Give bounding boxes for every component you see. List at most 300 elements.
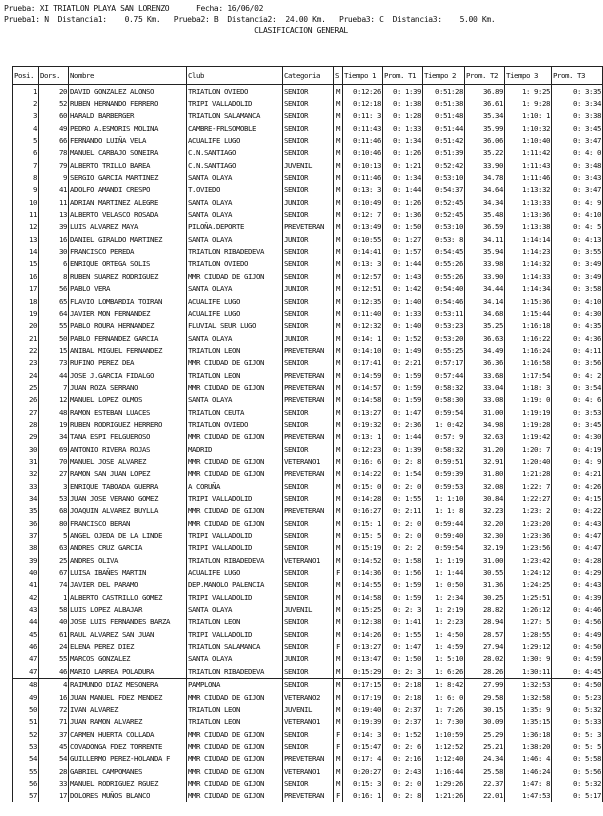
cell-prom-t1: 0: 1:56 bbox=[383, 566, 423, 578]
table-row bbox=[13, 517, 603, 529]
cell-prom-t1: 0: 1:33 bbox=[383, 307, 423, 319]
cell-categoria: PREVETERAN bbox=[283, 790, 334, 802]
cell-tiempo3: 1:11:42 bbox=[505, 147, 552, 159]
cell-club: TRIATLON CEUTA bbox=[187, 406, 283, 418]
cell-club: TRIPI VALLADOLID bbox=[187, 591, 283, 603]
cell-club: SANTA OLAYA bbox=[187, 171, 283, 183]
cell-tiempo1: 0:14:55 bbox=[343, 579, 383, 591]
cell-prom-t3: 0: 4:30 bbox=[552, 307, 603, 319]
cell-nombre: RUBEN HERNANDO FERRERO bbox=[69, 97, 187, 109]
cell-sexo: M bbox=[334, 418, 343, 430]
cell-prom-t3: 0: 3:43 bbox=[552, 171, 603, 183]
cell-posi: 24 bbox=[13, 369, 39, 381]
cell-sexo: M bbox=[334, 529, 343, 541]
cell-posi: 10 bbox=[13, 196, 39, 208]
cell-sexo: F bbox=[334, 790, 343, 802]
table-row bbox=[13, 628, 603, 640]
cell-posi: 6 bbox=[13, 147, 39, 159]
cell-prom-t3: 0: 3:35 bbox=[552, 85, 603, 98]
cell-dors: 78 bbox=[39, 147, 69, 159]
cell-prom-t1: 0: 1:44 bbox=[383, 431, 423, 443]
col-nombre: Nombre bbox=[69, 67, 187, 85]
cell-prom-t3: 0: 4: 6 bbox=[552, 394, 603, 406]
cell-prom-t1: 0: 2:11 bbox=[383, 505, 423, 517]
cell-dors: 40 bbox=[39, 616, 69, 628]
cell-prom-t2: 34.64 bbox=[465, 184, 505, 196]
cell-tiempo3: 1:16:18 bbox=[505, 320, 552, 332]
cell-posi: 38 bbox=[13, 542, 39, 554]
cell-tiempo1: 0:12:51 bbox=[343, 283, 383, 295]
cell-club: MMR CIUDAD DE GIJON bbox=[187, 381, 283, 393]
cell-tiempo2: 0:51:48 bbox=[423, 110, 465, 122]
cell-dors: 24 bbox=[39, 640, 69, 652]
cell-tiempo3: 1:14:23 bbox=[505, 245, 552, 257]
cell-categoria: SENIOR bbox=[283, 678, 334, 691]
cell-sexo: M bbox=[334, 369, 343, 381]
cell-nombre: ANGEL OJEDA DE LA LINDE bbox=[69, 529, 187, 541]
cell-categoria: SENIOR bbox=[283, 110, 334, 122]
table-row bbox=[13, 777, 603, 789]
cell-categoria: SENIOR bbox=[283, 628, 334, 640]
cell-nombre: RAMON SAN JUAN LOPEZ bbox=[69, 468, 187, 480]
cell-tiempo3: 1:19:19 bbox=[505, 406, 552, 418]
cell-tiempo3: 1:20:40 bbox=[505, 455, 552, 467]
cell-tiempo1: 0:14:22 bbox=[343, 468, 383, 480]
cell-dors: 16 bbox=[39, 691, 69, 703]
cell-prom-t3: 0: 4:39 bbox=[552, 591, 603, 603]
cell-prom-t3: 0: 5: 5 bbox=[552, 740, 603, 752]
cell-club: SANTA OLAYA bbox=[187, 394, 283, 406]
cell-tiempo2: 1:21:26 bbox=[423, 790, 465, 802]
cell-prom-t3: 0: 3:55 bbox=[552, 245, 603, 257]
cell-prom-t2: 25.29 bbox=[465, 728, 505, 740]
cell-nombre: ANTONIO RIVERA ROJAS bbox=[69, 443, 187, 455]
cell-posi: 18 bbox=[13, 295, 39, 307]
table-row bbox=[13, 97, 603, 109]
cell-prom-t1: 0: 2: 8 bbox=[383, 790, 423, 802]
cell-posi: 31 bbox=[13, 455, 39, 467]
cell-tiempo1: 0:14:10 bbox=[343, 344, 383, 356]
cell-sexo: M bbox=[334, 505, 343, 517]
table-row bbox=[13, 665, 603, 678]
cell-tiempo1: 0:10:46 bbox=[343, 147, 383, 159]
cell-nombre: ANDRES OLIVA bbox=[69, 554, 187, 566]
cell-tiempo1: 0:14:26 bbox=[343, 628, 383, 640]
cell-nombre: ALBERTO VELASCO ROSADA bbox=[69, 208, 187, 220]
cell-tiempo1: 0:14:36 bbox=[343, 566, 383, 578]
cell-nombre: IVAN ALVAREZ bbox=[69, 703, 187, 715]
table-row bbox=[13, 344, 603, 356]
cell-posi: 8 bbox=[13, 171, 39, 183]
cell-dors: 3 bbox=[39, 480, 69, 492]
cell-nombre: MANUEL JOSE ALVAREZ bbox=[69, 455, 187, 467]
cell-tiempo2: 0:59:51 bbox=[423, 455, 465, 467]
cell-nombre: LUIS ALVAREZ MAYA bbox=[69, 221, 187, 233]
cell-nombre: ADRIAN MARTINEZ ALEGRE bbox=[69, 196, 187, 208]
cell-nombre: MANUEL LOPEZ OLMOS bbox=[69, 394, 187, 406]
cell-nombre: RUBEN SUAREZ RODRIGUEZ bbox=[69, 270, 187, 282]
cell-posi: 57 bbox=[13, 790, 39, 802]
cell-tiempo1: 0:14:28 bbox=[343, 492, 383, 504]
table-row bbox=[13, 443, 603, 455]
cell-categoria: JUVENIL bbox=[283, 603, 334, 615]
cell-tiempo3: 1:16:58 bbox=[505, 357, 552, 369]
cell-categoria: SENIOR bbox=[283, 258, 334, 270]
cell-nombre: RAUL ALVAREZ SAN JUAN bbox=[69, 628, 187, 640]
cell-prom-t3: 0: 4:47 bbox=[552, 529, 603, 541]
cell-prom-t3: 0: 3:56 bbox=[552, 357, 603, 369]
cell-prom-t3: 0: 4:35 bbox=[552, 320, 603, 332]
cell-prom-t2: 30.55 bbox=[465, 566, 505, 578]
table-row bbox=[13, 258, 603, 270]
cell-prom-t2: 35.25 bbox=[465, 320, 505, 332]
cell-sexo: F bbox=[334, 566, 343, 578]
cell-nombre: FLAVIO LOMBARDIA TOIRAN bbox=[69, 295, 187, 307]
cell-posi: 13 bbox=[13, 233, 39, 245]
cell-club: TRIPI VALLADOLID bbox=[187, 492, 283, 504]
cell-nombre: RUFINO PEREZ DEA bbox=[69, 357, 187, 369]
cell-prom-t2: 31.00 bbox=[465, 554, 505, 566]
table-row bbox=[13, 790, 603, 802]
cell-posi: 50 bbox=[13, 703, 39, 715]
cell-prom-t1: 0: 1:26 bbox=[383, 196, 423, 208]
cell-tiempo2: 1: 0:42 bbox=[423, 418, 465, 430]
cell-sexo: M bbox=[334, 455, 343, 467]
cell-tiempo2: 0:53:23 bbox=[423, 320, 465, 332]
cell-club: MMR CIUDAD DE GIJON bbox=[187, 505, 283, 517]
cell-prom-t1: 0: 2: 8 bbox=[383, 455, 423, 467]
cell-tiempo2: 1: 1:44 bbox=[423, 566, 465, 578]
cell-tiempo2: 0:51:42 bbox=[423, 134, 465, 146]
cell-prom-t2: 35.48 bbox=[465, 208, 505, 220]
cell-prom-t3: 0: 4:21 bbox=[552, 468, 603, 480]
cell-dors: 45 bbox=[39, 740, 69, 752]
cell-dors: 54 bbox=[39, 753, 69, 765]
cell-tiempo3: 1:47:53 bbox=[505, 790, 552, 802]
table-row bbox=[13, 542, 603, 554]
cell-posi: 14 bbox=[13, 245, 39, 257]
cell-tiempo3: 1:14:14 bbox=[505, 233, 552, 245]
cell-posi: 46 bbox=[13, 640, 39, 652]
table-row bbox=[13, 554, 603, 566]
cell-club: SANTA OLAYA bbox=[187, 233, 283, 245]
cell-prom-t3: 0: 3:47 bbox=[552, 134, 603, 146]
cell-prom-t1: 0: 1:34 bbox=[383, 171, 423, 183]
table-row bbox=[13, 307, 603, 319]
cell-club: SANTA OLAYA bbox=[187, 196, 283, 208]
col-tiempo2: Tiempo 2 bbox=[423, 67, 465, 85]
col-tiempo3: Tiempo 3 bbox=[505, 67, 552, 85]
cell-prom-t3: 0: 4:50 bbox=[552, 640, 603, 652]
cell-dors: 44 bbox=[39, 369, 69, 381]
cell-categoria: SENIOR bbox=[283, 443, 334, 455]
cell-dors: 28 bbox=[39, 765, 69, 777]
cell-sexo: M bbox=[334, 332, 343, 344]
cell-tiempo1: 0:12:26 bbox=[343, 85, 383, 98]
cell-tiempo1: 0:16: 6 bbox=[343, 455, 383, 467]
cell-sexo: M bbox=[334, 480, 343, 492]
cell-prom-t1: 0: 1:50 bbox=[383, 653, 423, 665]
cell-tiempo3: 1:11:43 bbox=[505, 159, 552, 171]
cell-dors: 37 bbox=[39, 728, 69, 740]
cell-club: MADRID bbox=[187, 443, 283, 455]
cell-tiempo3: 1:13:36 bbox=[505, 208, 552, 220]
cell-prom-t1: 0: 1:34 bbox=[383, 134, 423, 146]
cell-prom-t2: 33.68 bbox=[465, 369, 505, 381]
table-row bbox=[13, 431, 603, 443]
cell-tiempo2: 0:51:38 bbox=[423, 97, 465, 109]
cell-prom-t1: 0: 1:42 bbox=[383, 283, 423, 295]
cell-nombre: MANUEL CARBAJO SONEIRA bbox=[69, 147, 187, 159]
cell-prom-t2: 22.01 bbox=[465, 790, 505, 802]
cell-prom-t2: 33.98 bbox=[465, 258, 505, 270]
cell-tiempo2: 1: 4:59 bbox=[423, 640, 465, 652]
cell-tiempo2: 1:29:26 bbox=[423, 777, 465, 789]
cell-nombre: SERGIO GARCIA MARTINEZ bbox=[69, 171, 187, 183]
cell-dors: 58 bbox=[39, 603, 69, 615]
cell-tiempo2: 0:59:53 bbox=[423, 480, 465, 492]
cell-tiempo3: 1:20: 7 bbox=[505, 443, 552, 455]
cell-sexo: M bbox=[334, 97, 343, 109]
cell-posi: 28 bbox=[13, 418, 39, 430]
table-row bbox=[13, 295, 603, 307]
cell-club: MMR CIUDAD DE GIJON bbox=[187, 740, 283, 752]
cell-prom-t3: 0: 3:53 bbox=[552, 406, 603, 418]
cell-tiempo1: 0:12:32 bbox=[343, 320, 383, 332]
cell-prom-t3: 0: 4:50 bbox=[552, 678, 603, 691]
cell-nombre: LUISA IBAÑES MARTIN bbox=[69, 566, 187, 578]
cell-tiempo1: 0:15:47 bbox=[343, 740, 383, 752]
cell-sexo: M bbox=[334, 492, 343, 504]
table-row bbox=[13, 357, 603, 369]
cell-nombre: ELENA PEREZ DIEZ bbox=[69, 640, 187, 652]
cell-sexo: M bbox=[334, 554, 343, 566]
cell-categoria: PREVETERAN bbox=[283, 468, 334, 480]
cell-tiempo1: 0:17:41 bbox=[343, 357, 383, 369]
cell-dors: 4 bbox=[39, 678, 69, 691]
cell-categoria: SENIOR bbox=[283, 591, 334, 603]
cell-prom-t1: 0: 2: 0 bbox=[383, 777, 423, 789]
table-row bbox=[13, 740, 603, 752]
cell-prom-t1: 0: 1:40 bbox=[383, 320, 423, 332]
cell-sexo: M bbox=[334, 616, 343, 628]
cell-dors: 72 bbox=[39, 703, 69, 715]
cell-prom-t2: 31.20 bbox=[465, 443, 505, 455]
cell-dors: 7 bbox=[39, 381, 69, 393]
cell-tiempo3: 1:24:25 bbox=[505, 579, 552, 591]
cell-tiempo3: 1:27: 5 bbox=[505, 616, 552, 628]
cell-nombre: RAIMUNDO DIAZ MESONERA bbox=[69, 678, 187, 691]
table-row bbox=[13, 85, 603, 98]
cell-dors: 53 bbox=[39, 492, 69, 504]
table-row bbox=[13, 492, 603, 504]
cell-prom-t2: 31.00 bbox=[465, 406, 505, 418]
cell-tiempo1: 0:10:49 bbox=[343, 196, 383, 208]
cell-tiempo1: 0:14:41 bbox=[343, 245, 383, 257]
cell-prom-t2: 36.89 bbox=[465, 85, 505, 98]
cell-nombre: PABLO VERA bbox=[69, 283, 187, 295]
cell-posi: 16 bbox=[13, 270, 39, 282]
cell-tiempo1: 0:11: 3 bbox=[343, 110, 383, 122]
cell-nombre: HARALD BARBERGER bbox=[69, 110, 187, 122]
cell-prom-t2: 35.94 bbox=[465, 245, 505, 257]
cell-tiempo1: 0:12:35 bbox=[343, 295, 383, 307]
cell-dors: 27 bbox=[39, 468, 69, 480]
cell-club: TRIPI VALLADOLID bbox=[187, 97, 283, 109]
cell-posi: 15 bbox=[13, 258, 39, 270]
cell-dors: 50 bbox=[39, 332, 69, 344]
cell-prom-t1: 0: 1:26 bbox=[383, 147, 423, 159]
cell-dors: 73 bbox=[39, 357, 69, 369]
cell-prom-t2: 33.90 bbox=[465, 159, 505, 171]
cell-club: SANTA OLAYA bbox=[187, 603, 283, 615]
cell-categoria: PREVETERAN bbox=[283, 369, 334, 381]
cell-posi: 43 bbox=[13, 603, 39, 615]
table-row bbox=[13, 208, 603, 220]
cell-categoria: SENIOR bbox=[283, 147, 334, 159]
cell-club: SANTA OLAYA bbox=[187, 332, 283, 344]
cell-sexo: M bbox=[334, 295, 343, 307]
cell-club: TRIATLON LEON bbox=[187, 703, 283, 715]
cell-tiempo1: 0:13: 1 bbox=[343, 431, 383, 443]
table-row bbox=[13, 147, 603, 159]
cell-posi: 37 bbox=[13, 529, 39, 541]
cell-nombre: ENRIQUE TABOADA GUERRA bbox=[69, 480, 187, 492]
cell-dors: 13 bbox=[39, 208, 69, 220]
cell-club: MMR CIUDAD DE GIJON bbox=[187, 753, 283, 765]
cell-tiempo3: 1:16:24 bbox=[505, 344, 552, 356]
cell-prom-t1: 0: 1:50 bbox=[383, 221, 423, 233]
cell-nombre: CARMEN HUERTA COLLADA bbox=[69, 728, 187, 740]
cell-club: SANTA OLAYA bbox=[187, 283, 283, 295]
cell-club: PAMPLONA bbox=[187, 678, 283, 691]
cell-prom-t2: 33.90 bbox=[465, 270, 505, 282]
cell-tiempo1: 0:15:19 bbox=[343, 542, 383, 554]
cell-tiempo1: 0:14:52 bbox=[343, 554, 383, 566]
cell-dors: 70 bbox=[39, 455, 69, 467]
table-row bbox=[13, 529, 603, 541]
cell-prom-t2: 24.34 bbox=[465, 753, 505, 765]
col-club: Club bbox=[187, 67, 283, 85]
table-row bbox=[13, 122, 603, 134]
cell-posi: 41 bbox=[13, 579, 39, 591]
cell-prom-t3: 0: 5:58 bbox=[552, 753, 603, 765]
cell-categoria: JUVENIL bbox=[283, 703, 334, 715]
cell-posi: 27 bbox=[13, 406, 39, 418]
cell-prom-t1: 0: 1:59 bbox=[383, 381, 423, 393]
cell-categoria: SENIOR bbox=[283, 492, 334, 504]
cell-nombre: JUAN JOSE VERANO GOMEZ bbox=[69, 492, 187, 504]
cell-prom-t1: 0: 2:16 bbox=[383, 753, 423, 765]
col-sexo: S bbox=[334, 67, 343, 85]
cell-tiempo1: 0:12:18 bbox=[343, 97, 383, 109]
cell-categoria: SENIOR bbox=[283, 184, 334, 196]
cell-sexo: M bbox=[334, 221, 343, 233]
cell-tiempo3: 1:14:32 bbox=[505, 258, 552, 270]
cell-prom-t3: 0: 3:47 bbox=[552, 184, 603, 196]
cell-prom-t1: 0: 1:44 bbox=[383, 258, 423, 270]
cell-posi: 32 bbox=[13, 468, 39, 480]
cell-club: TRIATLON LEON bbox=[187, 616, 283, 628]
cell-prom-t1: 0: 2:36 bbox=[383, 418, 423, 430]
cell-tiempo1: 0:19:40 bbox=[343, 703, 383, 715]
table-row bbox=[13, 245, 603, 257]
cell-sexo: M bbox=[334, 468, 343, 480]
cell-prom-t1: 0: 2: 3 bbox=[383, 603, 423, 615]
cell-nombre: ALBERTO CASTRILLO GOMEZ bbox=[69, 591, 187, 603]
cell-dors: 79 bbox=[39, 159, 69, 171]
cell-categoria: PREVETERAN bbox=[283, 394, 334, 406]
cell-prom-t1: 0: 1:59 bbox=[383, 394, 423, 406]
cell-tiempo2: 0:55:26 bbox=[423, 258, 465, 270]
cell-tiempo3: 1:46:24 bbox=[505, 765, 552, 777]
cell-tiempo2: 0:53:10 bbox=[423, 171, 465, 183]
cell-tiempo1: 0:15:25 bbox=[343, 603, 383, 615]
cell-nombre: DOLORES MUÑOS BLANCO bbox=[69, 790, 187, 802]
cell-tiempo1: 0:16: 1 bbox=[343, 790, 383, 802]
cell-prom-t1: 0: 1:38 bbox=[383, 97, 423, 109]
cell-prom-t3: 0: 3:49 bbox=[552, 270, 603, 282]
cell-prom-t1: 0: 2:37 bbox=[383, 716, 423, 728]
cell-prom-t3: 0: 3:58 bbox=[552, 283, 603, 295]
cell-categoria: SENIOR bbox=[283, 134, 334, 146]
cell-dors: 67 bbox=[39, 566, 69, 578]
cell-prom-t3: 0: 3:54 bbox=[552, 381, 603, 393]
cell-prom-t3: 0: 4:28 bbox=[552, 554, 603, 566]
cell-prom-t2: 28.26 bbox=[465, 665, 505, 678]
cell-club: MMR CIUDAD DE GIJON bbox=[187, 357, 283, 369]
cell-tiempo2: 0:54:45 bbox=[423, 245, 465, 257]
cell-posi: 25 bbox=[13, 381, 39, 393]
cell-prom-t1: 0: 2:18 bbox=[383, 678, 423, 691]
cell-dors: 71 bbox=[39, 716, 69, 728]
cell-nombre: PABLO FERNANDEZ GARCIA bbox=[69, 332, 187, 344]
cell-tiempo3: 1:19: 0 bbox=[505, 394, 552, 406]
cell-tiempo1: 0:14:57 bbox=[343, 381, 383, 393]
cell-tiempo3: 1:10:40 bbox=[505, 134, 552, 146]
cell-posi: 34 bbox=[13, 492, 39, 504]
cell-tiempo3: 1:11:46 bbox=[505, 171, 552, 183]
cell-tiempo1: 0:15:29 bbox=[343, 665, 383, 678]
cell-categoria: PREVETERAN bbox=[283, 344, 334, 356]
table-row bbox=[13, 653, 603, 665]
cell-club: C.N.SANTIAGO bbox=[187, 147, 283, 159]
cell-prom-t1: 0: 2:21 bbox=[383, 357, 423, 369]
table-row bbox=[13, 171, 603, 183]
cell-categoria: PREVETERAN bbox=[283, 381, 334, 393]
cell-prom-t3: 0: 3:48 bbox=[552, 159, 603, 171]
cell-prom-t3: 0: 4:49 bbox=[552, 628, 603, 640]
cell-tiempo2: 1: 8:42 bbox=[423, 678, 465, 691]
cell-posi: 39 bbox=[13, 554, 39, 566]
cell-prom-t1: 0: 1:39 bbox=[383, 85, 423, 98]
cell-tiempo1: 0:13: 3 bbox=[343, 258, 383, 270]
cell-sexo: M bbox=[334, 208, 343, 220]
cell-prom-t3: 0: 4:10 bbox=[552, 208, 603, 220]
cell-categoria: SENIOR bbox=[283, 208, 334, 220]
cell-categoria: JUNIOR bbox=[283, 653, 334, 665]
cell-tiempo3: 1: 9:28 bbox=[505, 97, 552, 109]
col-tiempo1: Tiempo 1 bbox=[343, 67, 383, 85]
cell-dors: 61 bbox=[39, 628, 69, 640]
cell-prom-t2: 28.94 bbox=[465, 616, 505, 628]
cell-categoria: SENIOR bbox=[283, 406, 334, 418]
cell-tiempo2: 0:53: 8 bbox=[423, 233, 465, 245]
cell-prom-t1: 0: 1:59 bbox=[383, 369, 423, 381]
cell-tiempo1: 0:13:27 bbox=[343, 640, 383, 652]
cell-dors: 11 bbox=[39, 196, 69, 208]
cell-dors: 19 bbox=[39, 418, 69, 430]
